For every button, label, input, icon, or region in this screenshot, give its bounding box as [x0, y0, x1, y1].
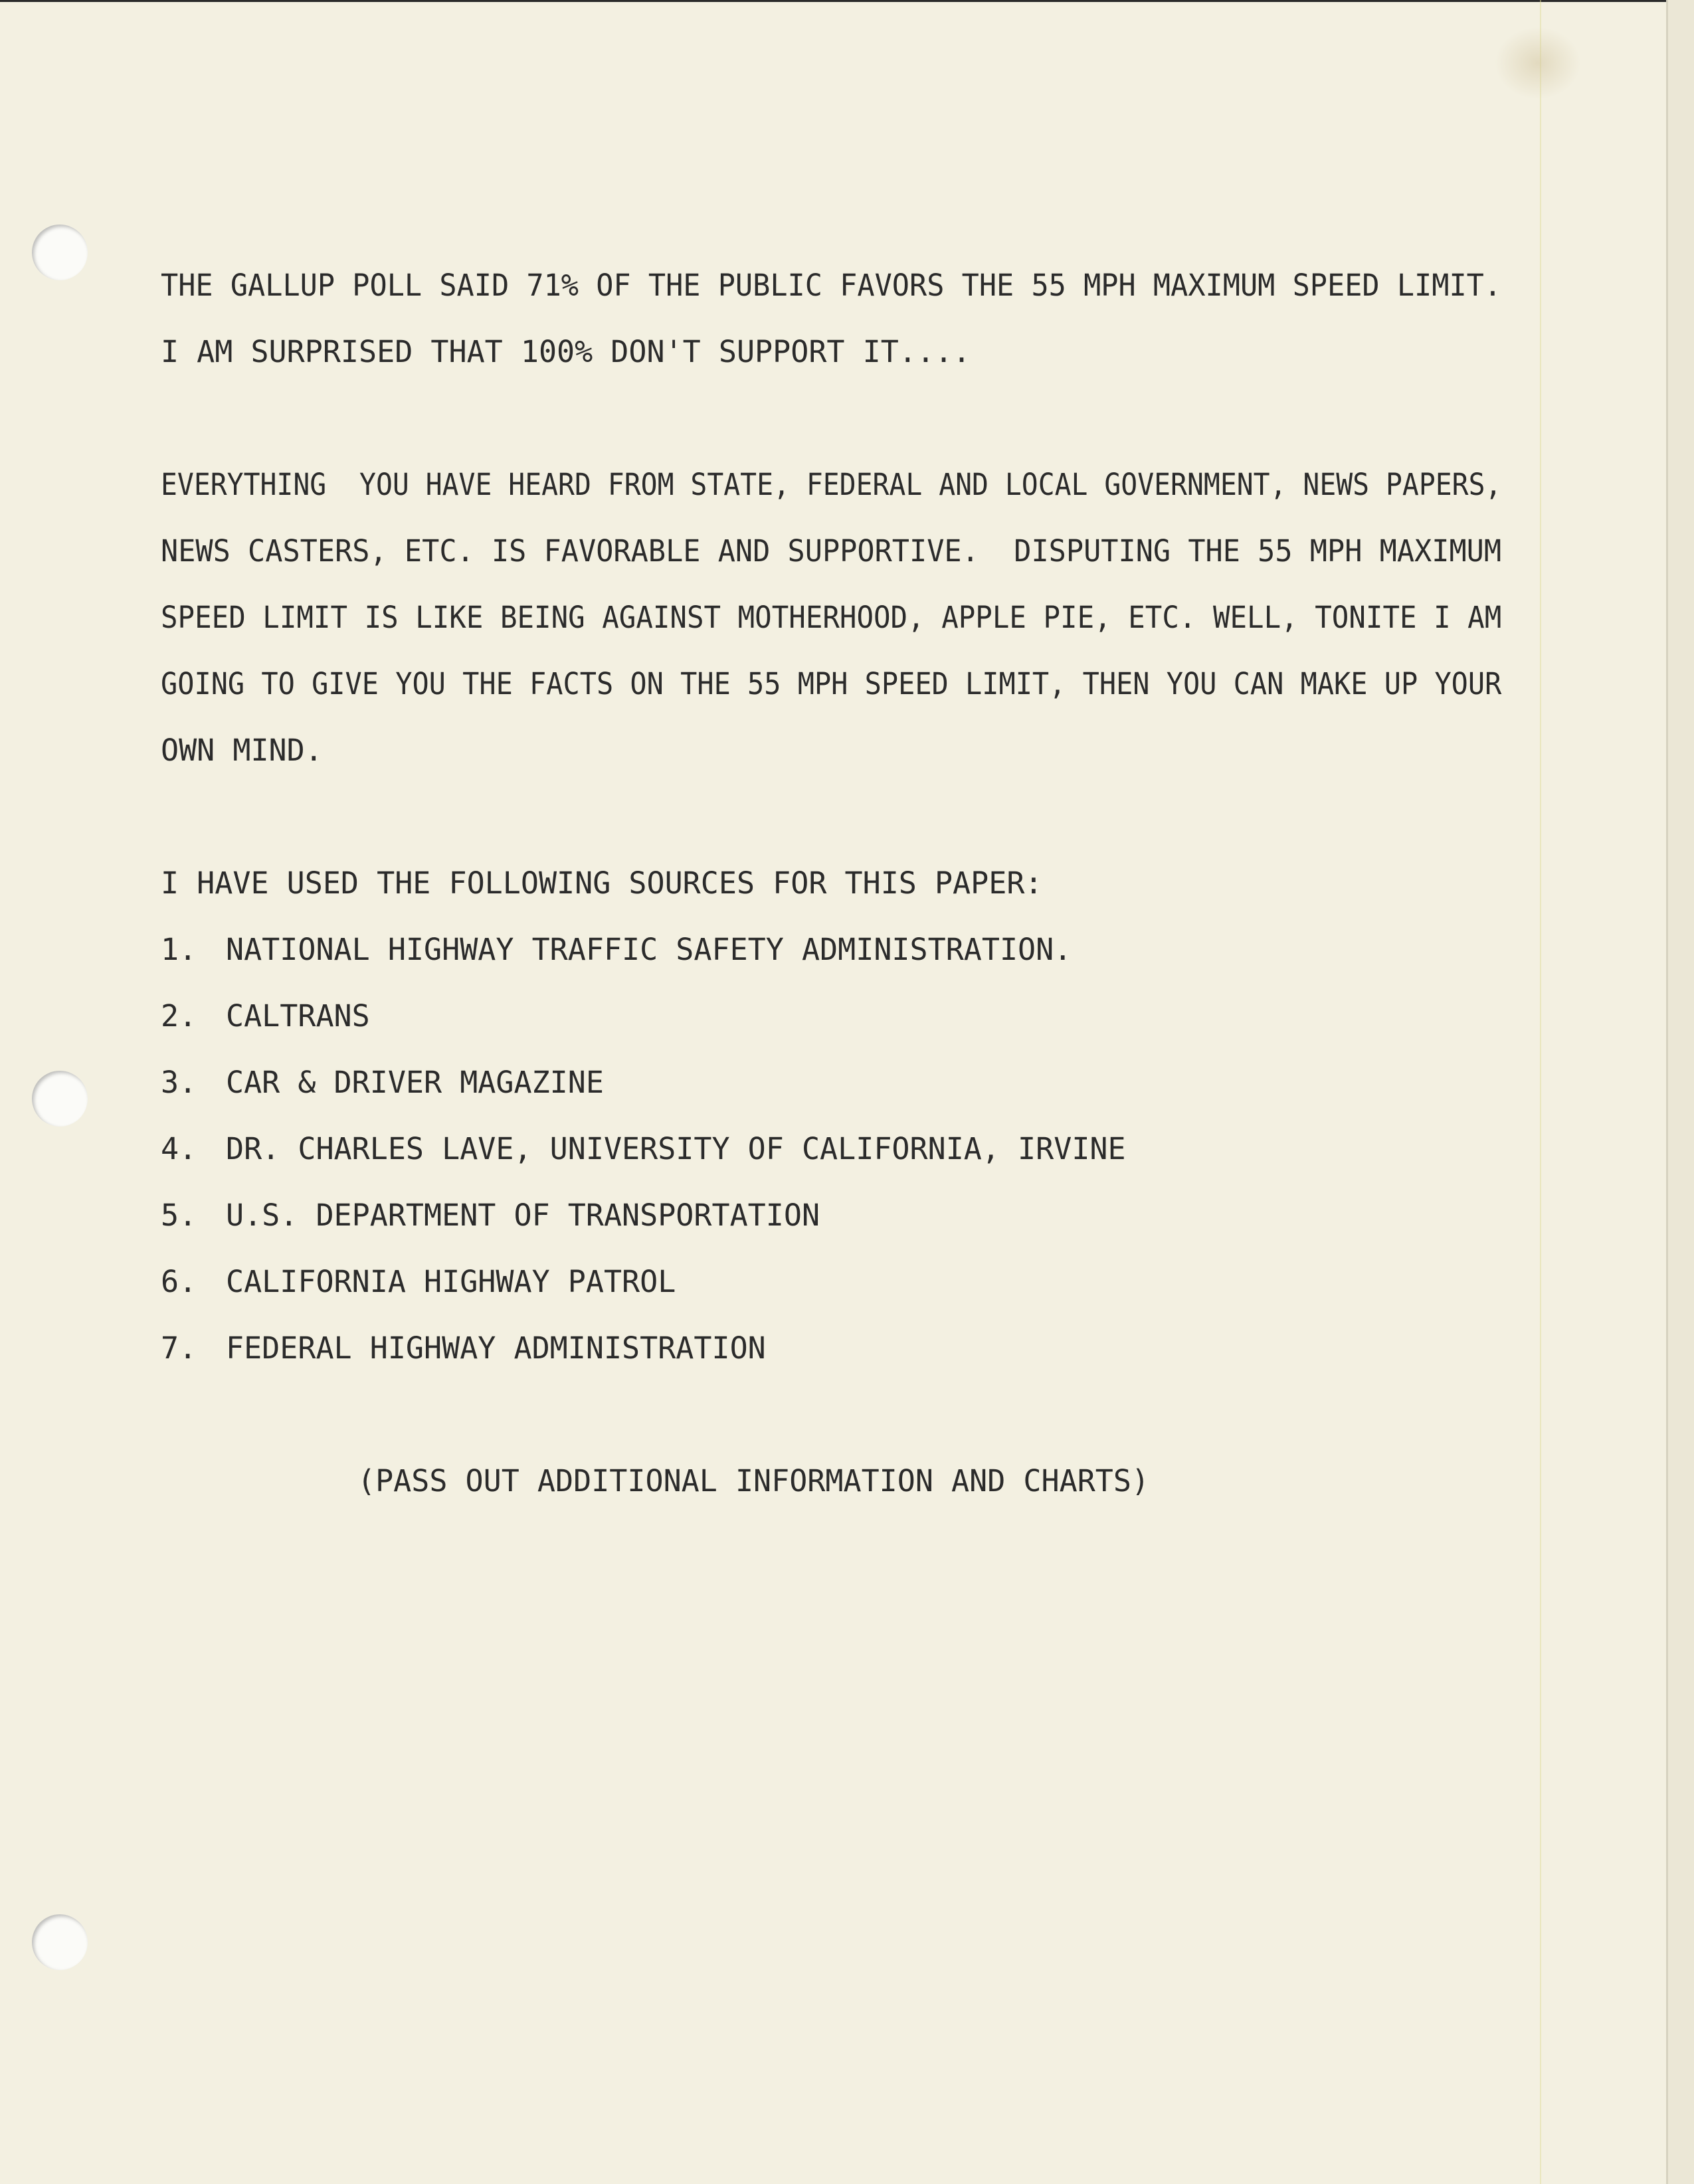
- source-item-2: [161, 983, 370, 1049]
- source-item-7: [161, 1315, 766, 1382]
- source-item-3: [161, 1049, 604, 1116]
- source-item-6: [161, 1249, 676, 1315]
- source-text: U.S. DEPARTMENT OF TRANSPORTATION: [226, 1198, 820, 1233]
- source-text: DR. CHARLES LAVE, UNIVERSITY OF CALIFORNIA, IRVINE: [226, 1131, 1126, 1166]
- source-text: NATIONAL HIGHWAY TRAFFIC SAFETY ADMINISTRATION.: [226, 932, 1072, 967]
- binder-hole-top: [32, 225, 88, 280]
- source-item-1: [161, 917, 1072, 983]
- source-text: CAR & DRIVER MAGAZINE: [226, 1065, 604, 1100]
- margin-line: [1540, 0, 1541, 2184]
- source-number: 3.: [161, 1065, 197, 1100]
- source-number: 7.: [161, 1330, 197, 1366]
- sources-heading: I HAVE USED THE FOLLOWING SOURCES FOR THIS PAPER:: [161, 865, 1043, 901]
- source-item-4: [161, 1116, 1126, 1182]
- source-number: 2.: [161, 998, 197, 1034]
- binder-hole-middle: [32, 1071, 88, 1127]
- source-item-5: [161, 1182, 820, 1249]
- source-number: 4.: [161, 1131, 197, 1166]
- source-number: 6.: [161, 1264, 197, 1299]
- paragraph-1-line-1: THE GALLUP POLL SAID 71% OF THE PUBLIC FAVORS THE 55 MPH MAXIMUM SPEED LIMIT.: [161, 268, 1502, 303]
- closing-note: (PASS OUT ADDITIONAL INFORMATION AND CHARTS): [357, 1463, 1150, 1499]
- paragraph-2-line-1: EVERYTHING YOU HAVE HEARD FROM STATE, FEDERAL AND LOCAL GOVERNMENT, NEWS PAPERS,: [161, 467, 1502, 502]
- binder-hole-bottom: [32, 1914, 88, 1970]
- paragraph-2-line-4: GOING TO GIVE YOU THE FACTS ON THE 55 MPH SPEED LIMIT, THEN YOU CAN MAKE UP YOUR: [161, 666, 1502, 701]
- paragraph-2-line-3: SPEED LIMIT IS LIKE BEING AGAINST MOTHERHOOD, APPLE PIE, ETC. WELL, TONITE I AM: [161, 600, 1502, 635]
- paragraph-1-line-2: I AM SURPRISED THAT 100% DON'T SUPPORT IT....: [161, 334, 971, 369]
- paragraph-2-line-2: NEWS CASTERS, ETC. IS FAVORABLE AND SUPPORTIVE. DISPUTING THE 55 MPH MAXIMUM: [161, 533, 1502, 569]
- source-number: 5.: [161, 1198, 197, 1233]
- source-text: FEDERAL HIGHWAY ADMINISTRATION: [226, 1330, 766, 1366]
- source-text: CALIFORNIA HIGHWAY PATROL: [226, 1264, 676, 1299]
- source-text: CALTRANS: [226, 998, 370, 1034]
- top-edge-line: [0, 0, 1666, 2]
- page-edge-shadow: [1668, 0, 1694, 2184]
- paragraph-2-line-5: OWN MIND.: [161, 733, 323, 768]
- paper-stain: [1495, 27, 1581, 100]
- source-number: 1.: [161, 932, 197, 967]
